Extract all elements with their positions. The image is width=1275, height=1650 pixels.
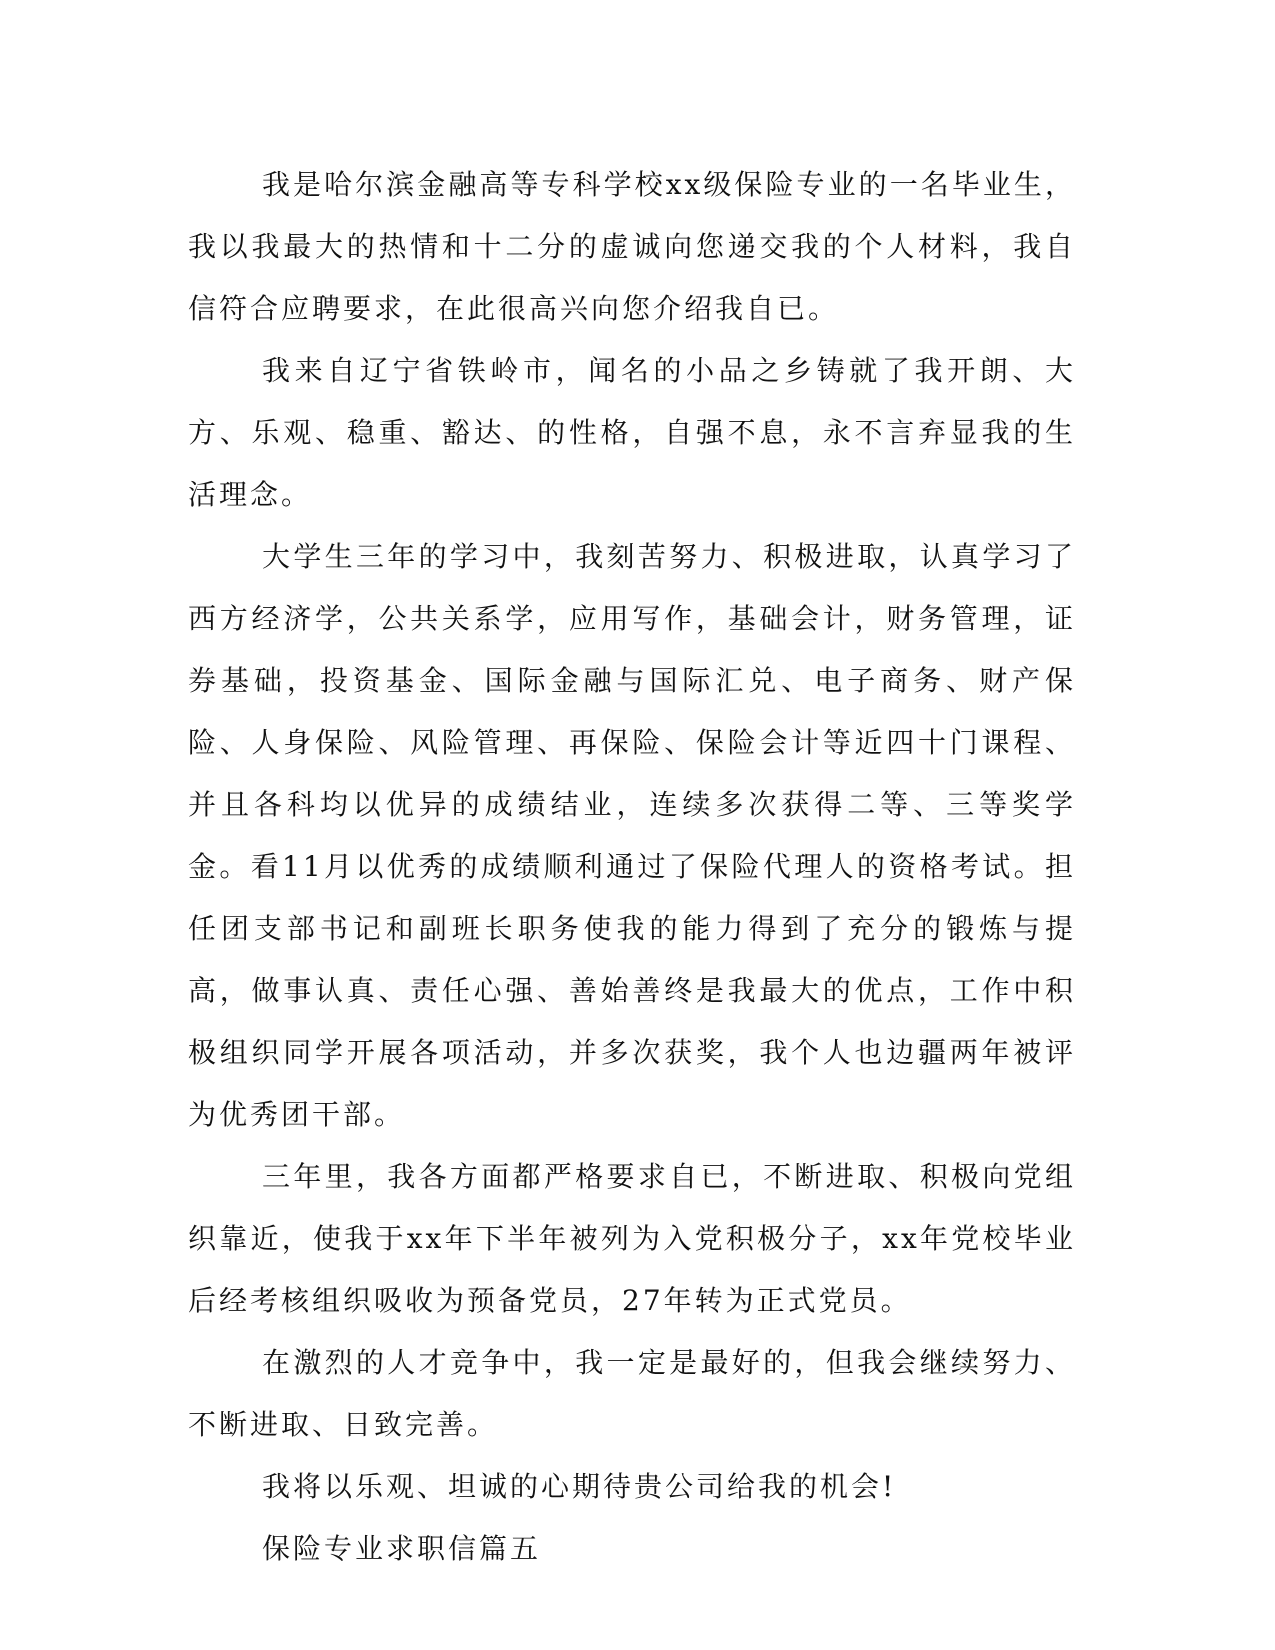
section-heading: 保险专业求职信篇五 [262,1532,542,1565]
paragraph-competition: 在激烈的人才竞争中，我一定是最好的，但我会继续努力、不断进取、日致完善。 [188,1346,1076,1441]
paragraph-hometown: 我来自辽宁省铁岭市，闻名的小品之乡铸就了我开朗、大方、乐观、稳重、豁达、的性格，自强不息，永不言弃显我的生活理念。 [188,354,1076,511]
letter-body [188,154,1076,1580]
paragraph-studies: 大学生三年的学习中，我刻苦努力、积极进取，认真学习了西方经济学，公共关系学，应用写作，基础会计，财务管理，证券基础，投资基金、国际金融与国际汇兑、电子商务、财产保险、人身保险、风险管理、再保险、保险会计等近四十门课程、并且各科均以优异的成绩结业，连续多次获得二等、三等奖学金。看11月以优秀的成绩顺利通过了保险代理人的资格考试。担任团支部书记和副班长职务使我的能力得到了充分的锻炼与提高，做事认真、责任心强、善始善终是我最大的优点，工作中积极组织同学开展各项活动，并多次获奖，我个人也边疆两年被评为优秀团干部。 [188,540,1076,1131]
paragraph-party: 三年里，我各方面都严格要求自已，不断进取、积极向党组织靠近，使我于xx年下半年被列为入党积极分子，xx年党校毕业后经考核组织吸收为预备党员，27年转为正式党员。 [188,1160,1076,1317]
paragraph-introduction: 我是哈尔滨金融高等专科学校xx级保险专业的一名毕业生，我以我最大的热情和十二分的虚诚向您递交我的个人材料，我自信符合应聘要求，在此很高兴向您介绍我自已。 [188,168,1076,325]
paragraph-closing: 我将以乐观、坦诚的心期待贵公司给我的机会! [262,1470,897,1503]
